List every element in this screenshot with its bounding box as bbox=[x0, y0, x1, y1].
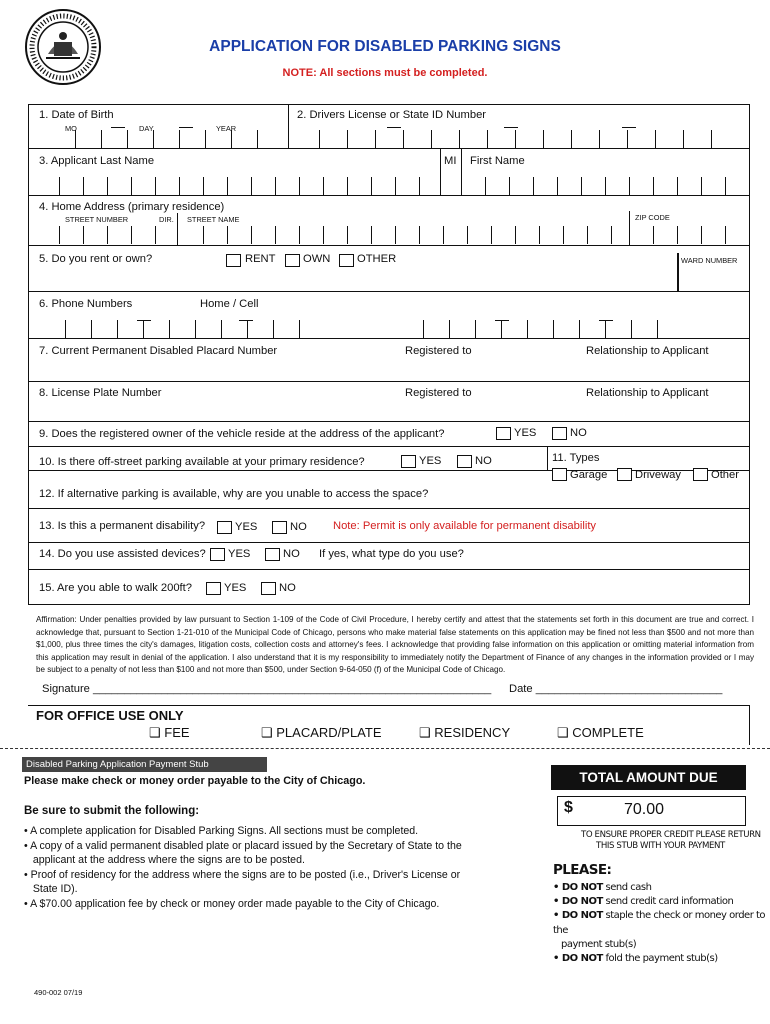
q10-no-checkbox[interactable] bbox=[457, 455, 472, 468]
dollar-sign: $ bbox=[564, 799, 573, 816]
q13-no-label: NO bbox=[290, 521, 307, 533]
middle-initial-label: MI bbox=[444, 155, 457, 167]
home-address-label: 4. Home Address (primary residence) bbox=[39, 201, 225, 213]
office-residency: ❑ RESIDENCY bbox=[419, 725, 511, 740]
q15-no-checkbox[interactable] bbox=[261, 582, 276, 595]
affirmation-text: Affirmation: Under penalties provided by law pursuant to Section 1-109 of the Code of Civil Procedure, I hereby certify and attest that the statements set forth in this document are true and correct. I acknowledge that, pursuant to Section 1-21-010 of the Municipal Code of Chicago, persons who make material false statements on this application may be fined not less than $500 and not more than $1,000, plus three times the city's damages, litigation costs, collection costs and attorney's fees. I acknowledge that providing false information on this application or omitting material information from this application may result in denial of the application. I also understand that it is my responsibility to immediately notify the Department of Finance of any changes in the information provided or I may be subject to a penalty of not less than $100 and not more than $500, under Section 9-64-050 (f) of the Municipal Code of Chicago. bbox=[36, 615, 754, 674]
first-name-label: First Name bbox=[470, 155, 525, 167]
credit-note-2: THIS STUB WITH YOUR PAYMENT bbox=[596, 841, 725, 851]
other-type-label: Other bbox=[711, 469, 739, 481]
application-form bbox=[28, 104, 750, 605]
date-field[interactable]: Date ______________________________ bbox=[509, 683, 723, 695]
please-title: PLEASE: bbox=[553, 862, 612, 878]
rent-own-label: 5. Do you rent or own? bbox=[39, 253, 153, 265]
q14-no-checkbox[interactable] bbox=[265, 548, 280, 561]
q15-no-label: NO bbox=[279, 582, 296, 594]
other-label: OTHER bbox=[357, 253, 397, 265]
own-label: OWN bbox=[303, 253, 331, 265]
driveway-checkbox[interactable] bbox=[617, 468, 632, 481]
list-item: • A copy of a valid permanent disabled plate or placard issued by the Secretary of State to the bbox=[24, 839, 462, 852]
cut-line bbox=[0, 748, 770, 749]
street-name-label: STREET NAME bbox=[187, 215, 240, 224]
placard-number-label: 7. Current Permanent Disabled Placard Number bbox=[39, 345, 278, 357]
q14-yes-label: YES bbox=[228, 548, 251, 560]
submit-list bbox=[24, 824, 524, 911]
home-cell-label: Home / Cell bbox=[200, 298, 259, 310]
q13-label: 13. Is this a permanent disability? bbox=[39, 520, 206, 532]
dob-year-label: YEAR bbox=[216, 124, 237, 133]
placard-number-input[interactable] bbox=[39, 359, 739, 379]
license-plate-input[interactable] bbox=[39, 401, 739, 419]
own-checkbox[interactable] bbox=[285, 254, 300, 267]
list-item: • A $70.00 application fee by check or money order made payable to the City of Chicago. bbox=[24, 897, 440, 910]
q9-yes-checkbox[interactable] bbox=[496, 427, 511, 440]
list-item: • A complete application for Disabled Parking Signs. All sections must be completed. bbox=[24, 825, 419, 837]
garage-label: Garage bbox=[570, 469, 608, 481]
dob-month-label: MO bbox=[65, 124, 77, 133]
other-type-checkbox[interactable] bbox=[693, 468, 708, 481]
q11-label: 11. Types bbox=[552, 452, 600, 464]
plate-relationship-label: Relationship to Applicant bbox=[586, 387, 709, 399]
q10-yes-label: YES bbox=[419, 455, 442, 467]
list-item: • DO NOT staple the check or money order to the bbox=[553, 910, 766, 936]
q14-label: 14. Do you use assisted devices? bbox=[39, 548, 206, 560]
driveway-label: Driveway bbox=[635, 469, 682, 481]
list-item: • Proof of residency for the address where the signs are to be posted (i.e., Driver's License or bbox=[24, 868, 461, 881]
list-item: applicant at the address where the signs are to be posted. bbox=[24, 854, 305, 866]
phone-numbers-label: 6. Phone Numbers bbox=[39, 298, 133, 310]
rent-label: RENT bbox=[245, 253, 276, 265]
submit-title: Be sure to submit the following: bbox=[24, 805, 200, 817]
q10-label: 10. Is there off-street parking available at your primary residence? bbox=[39, 456, 365, 468]
last-name-label: 3. Applicant Last Name bbox=[39, 155, 155, 167]
q12-answer-input[interactable] bbox=[449, 485, 739, 505]
q9-no-label: NO bbox=[570, 427, 587, 439]
q15-yes-label: YES bbox=[224, 582, 247, 594]
q15-label: 15. Are you able to walk 200ft? bbox=[39, 582, 192, 594]
zip-code-label: ZIP CODE bbox=[635, 213, 670, 222]
plate-registered-to-label: Registered to bbox=[405, 387, 472, 399]
list-item: payment stub(s) bbox=[553, 938, 637, 950]
office-use-title: FOR OFFICE USE ONLY bbox=[36, 708, 184, 723]
q14-device-type-label: If yes, what type do you use? bbox=[319, 548, 464, 560]
list-item: • DO NOT send cash bbox=[553, 882, 652, 893]
credit-note-1: TO ENSURE PROPER CREDIT PLEASE RETURN bbox=[581, 830, 761, 840]
q14-yes-checkbox[interactable] bbox=[210, 548, 225, 561]
rent-checkbox[interactable] bbox=[226, 254, 241, 267]
q15-yes-checkbox[interactable] bbox=[206, 582, 221, 595]
q12-label: 12. If alternative parking is available, why are you unable to access the space? bbox=[39, 488, 429, 500]
ward-number-input[interactable] bbox=[681, 267, 747, 289]
amount-value: 70.00 bbox=[624, 801, 665, 818]
license-plate-label: 8. License Plate Number bbox=[39, 387, 162, 399]
signature-field[interactable]: Signature ________________________________________________________________ bbox=[42, 683, 492, 695]
q9-label: 9. Does the registered owner of the vehicle reside at the address of the applicant? bbox=[39, 428, 445, 440]
placard-relationship-label: Relationship to Applicant bbox=[586, 345, 709, 357]
placard-registered-to-label: Registered to bbox=[405, 345, 472, 357]
q10-yes-checkbox[interactable] bbox=[401, 455, 416, 468]
direction-label: DIR. bbox=[159, 215, 174, 224]
other-checkbox[interactable] bbox=[339, 254, 354, 267]
please-list bbox=[553, 881, 768, 966]
list-item: State ID). bbox=[24, 883, 78, 895]
payable-note: Please make check or money order payable to the City of Chicago. bbox=[24, 775, 366, 787]
list-item: • DO NOT send credit card information bbox=[553, 896, 734, 908]
q13-yes-checkbox[interactable] bbox=[217, 521, 232, 534]
q14-no-label: NO bbox=[283, 548, 300, 560]
garage-checkbox[interactable] bbox=[552, 468, 567, 481]
form-title: APPLICATION FOR DISABLED PARKING SIGNS bbox=[209, 38, 561, 55]
q9-no-checkbox[interactable] bbox=[552, 427, 567, 440]
form-note: NOTE: All sections must be completed. bbox=[282, 67, 488, 79]
form-number: 490-002 07/19 bbox=[34, 988, 83, 997]
office-complete: ❑ COMPLETE bbox=[557, 725, 644, 740]
ward-number-label: WARD NUMBER bbox=[681, 256, 738, 265]
dob-day-label: DAY bbox=[139, 124, 154, 133]
office-placard-plate: ❑ PLACARD/PLATE bbox=[261, 725, 382, 740]
license-label: 2. Drivers License or State ID Number bbox=[297, 109, 487, 121]
total-amount-due-label: TOTAL AMOUNT DUE bbox=[551, 765, 746, 790]
q13-note: Note: Permit is only available for permanent disability bbox=[333, 520, 597, 532]
q13-no-checkbox[interactable] bbox=[272, 521, 287, 534]
dob-label: 1. Date of Birth bbox=[39, 109, 114, 121]
q13-yes-label: YES bbox=[235, 521, 258, 533]
q14-device-type-input[interactable] bbox=[477, 545, 739, 565]
street-number-label: STREET NUMBER bbox=[65, 215, 129, 224]
list-item: • DO NOT fold the payment stub(s) bbox=[553, 953, 718, 965]
payment-stub-bar: Disabled Parking Application Payment Stub bbox=[22, 757, 267, 772]
q10-no-label: NO bbox=[475, 455, 492, 467]
q9-yes-label: YES bbox=[514, 427, 537, 439]
office-fee: ❑ FEE bbox=[149, 725, 190, 740]
